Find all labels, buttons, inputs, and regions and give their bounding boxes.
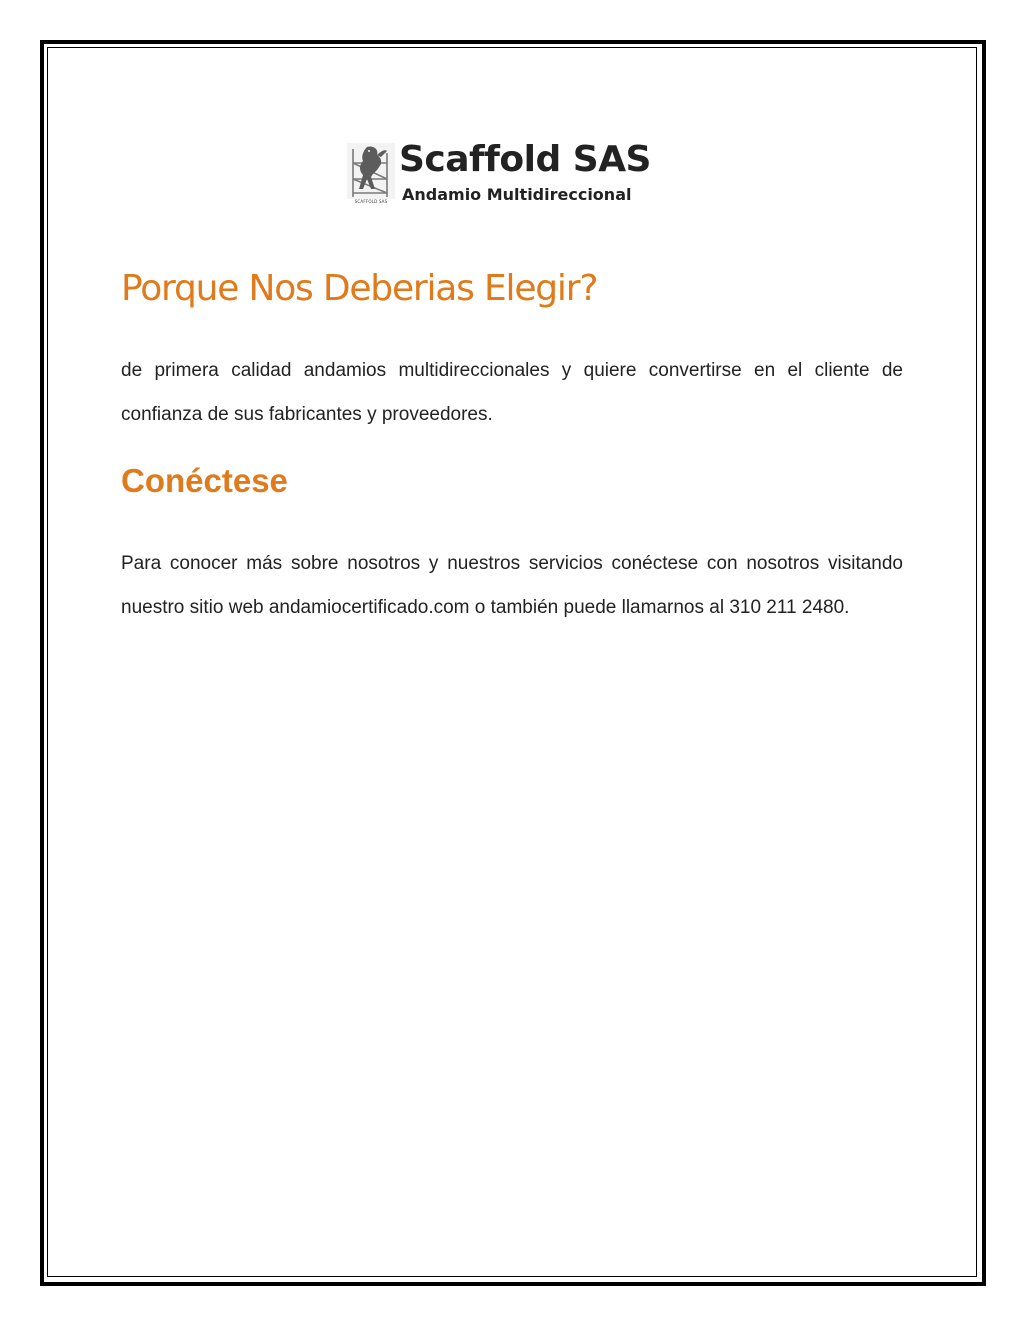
section-title-connect: Conéctese bbox=[121, 462, 288, 499]
logo-company-name: Scaffold SAS bbox=[399, 139, 651, 180]
scaffold-figure-icon bbox=[347, 143, 395, 205]
section-body-why-choose-us: de primera calidad andamios multidireccionales y quiere convertirse en el cliente de confianza de sus fabricantes y proveedores. bbox=[121, 360, 903, 425]
section-title-why-choose-us: Porque Nos Deberias Elegir? bbox=[121, 268, 598, 309]
logo-mark-caption: SCAFFOLD SAS bbox=[354, 199, 388, 204]
section-body-connect: Para conocer más sobre nosotros y nuestros servicios conéctese con nosotros visitando nuestro sitio web andamiocertificado.com o también puede llamarnos al 310 211 2480. bbox=[121, 553, 903, 618]
page-border-inner bbox=[47, 47, 977, 1277]
company-logo bbox=[347, 139, 677, 205]
logo-tagline: Andamio Multidireccional bbox=[402, 185, 632, 204]
